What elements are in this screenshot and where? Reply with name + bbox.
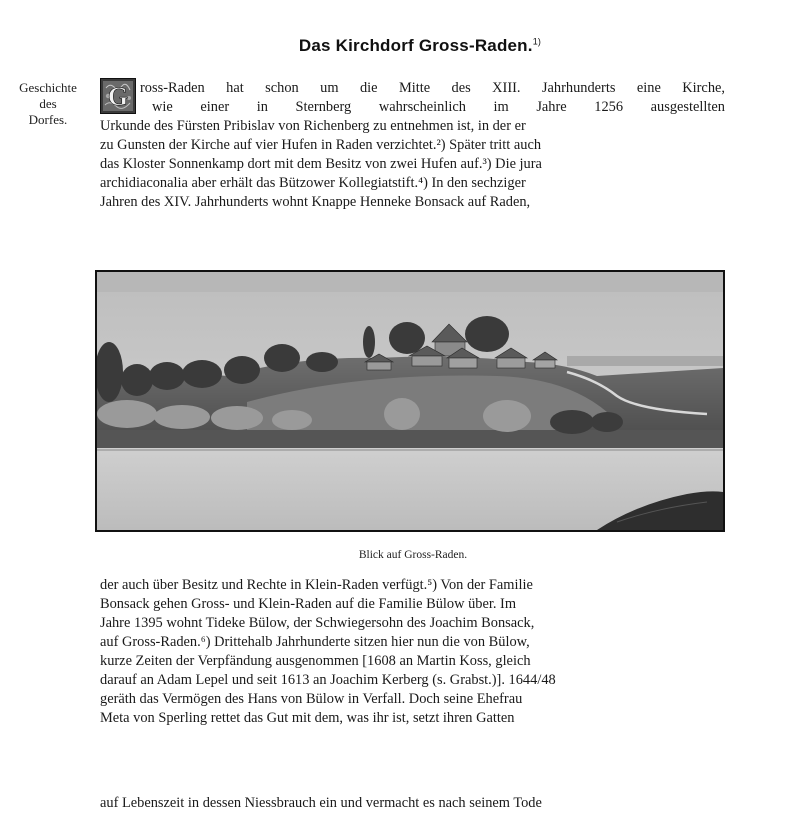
margin-note xyxy=(4,80,92,128)
title-footnote-ref: 1) xyxy=(532,36,542,47)
initial-letter-glyph: G xyxy=(107,82,129,111)
margin-note-line-3: Dorfes. xyxy=(28,112,68,127)
text-line: auf Lebenszeit in dessen Niessbrauch ein und vermacht es nach seinem Tode xyxy=(100,795,542,811)
text-line: archidiaconalia aber erhält das Bützower Kollegiatstift.⁴) In den sechziger xyxy=(100,175,526,191)
village-photograph xyxy=(95,270,725,532)
landscape-photo-illustration xyxy=(97,272,723,530)
text-line: kurze Zeiten der Verpfändung ausgenommen [1608 an Martin Koss, gleich xyxy=(100,653,531,669)
text-line: darauf an Adam Lepel und seit 1613 an Joachim Kerberg (s. Grabst.)]. 1644/48 xyxy=(100,672,556,688)
text-line: Meta von Sperling rettet das Gut mit dem, was ihr ist, setzt ihren Gatten xyxy=(100,710,515,726)
text-line: geräth das Vermögen des Hans von Bülow in Verfall. Doch seine Ehefrau xyxy=(100,691,523,707)
text-line: auf Gross-Raden.⁶) Drittehalb Jahrhunderte sitzen hier nun die von Bülow, xyxy=(100,634,530,650)
text-line: der auch über Besitz und Rechte in Klein-Raden verfügt.⁵) Von der Familie xyxy=(100,577,533,593)
margin-note-line-1: Geschichte xyxy=(19,80,77,95)
text-line: Bonsack gehen Gross- und Klein-Raden auf die Familie Bülow über. Im xyxy=(100,596,517,612)
text-line: Jahren des XIV. Jahrhunderts wohnt Knappe Henneke Bonsack auf Raden, xyxy=(100,194,531,210)
text-line: wie einer in Sternberg wahrscheinlich im Jahre 1256 ausgestellten xyxy=(152,99,725,115)
text-line: das Kloster Sonnenkamp dort mit dem Besitz von zwei Hufen auf.³) Die jura xyxy=(100,156,542,172)
title-text: Das Kirchdorf Gross-Raden. xyxy=(298,36,533,55)
figure-caption: Blick auf Gross-Raden. xyxy=(358,549,468,561)
paragraph-2 xyxy=(100,576,725,728)
text-line: Jahre 1395 wohnt Tideke Bülow, der Schwiegersohn des Joachim Bonsack, xyxy=(100,615,535,631)
text-line: zu Gunsten der Kirche auf vier Hufen in Raden verzichtet.²) Später tritt auch xyxy=(100,137,542,153)
text-line: Urkunde des Fürsten Pribislav von Richenberg zu entnehmen ist, in der er xyxy=(100,118,526,134)
text-line: ross-Raden hat schon um die Mitte des XIII. Jahrhunderts eine Kirche, xyxy=(140,80,725,96)
page-title xyxy=(0,36,790,56)
paragraph-1 xyxy=(100,79,725,212)
paragraph-3 xyxy=(100,794,725,813)
margin-note-line-2: des xyxy=(39,96,57,111)
